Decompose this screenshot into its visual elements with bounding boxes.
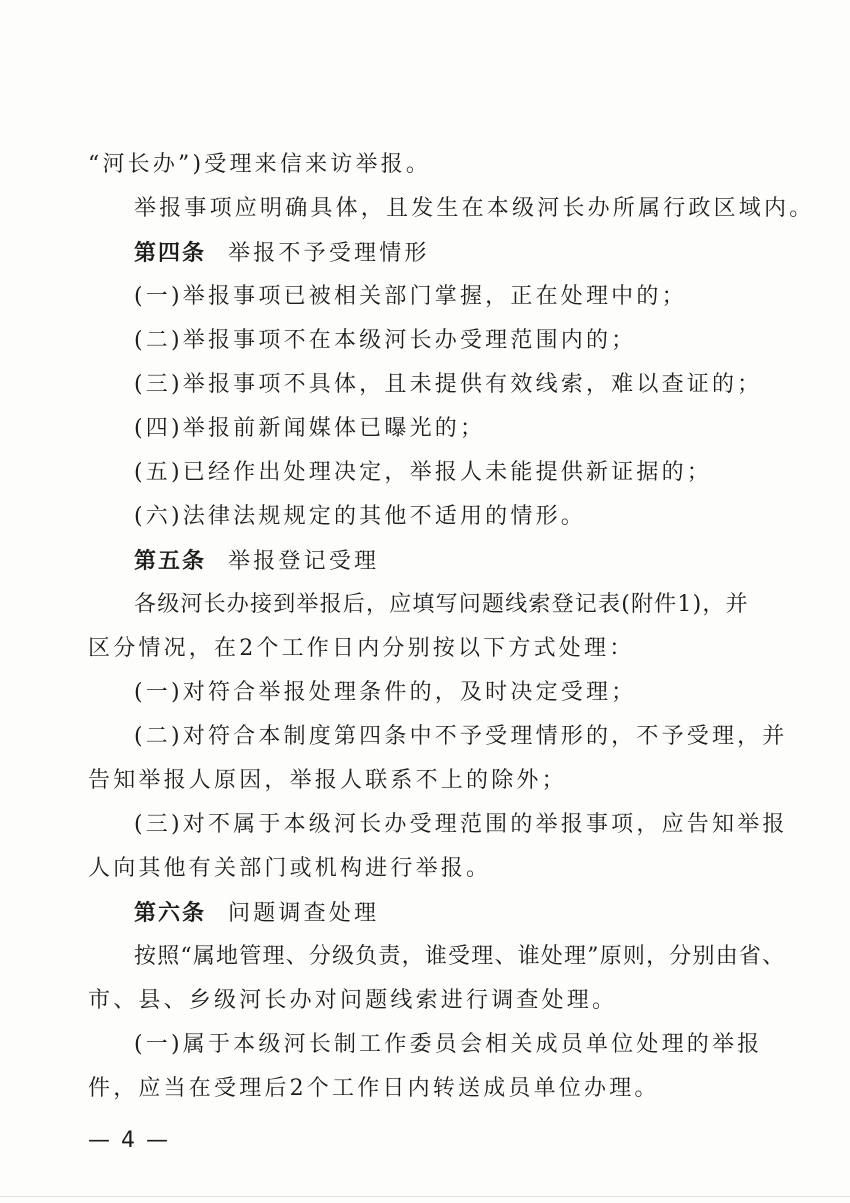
article-heading (134, 898, 379, 929)
paragraph-line: 件，应当在受理后2个工作日内转送成员单位办理。 (88, 1076, 660, 1101)
list-item: (一)属于本级河长制工作委员会相关成员单位处理的举报 (134, 1032, 763, 1057)
article-title: 举报登记受理 (228, 549, 380, 574)
list-item: (三)举报事项不具体，且未提供有效线索，难以查证的； (134, 372, 763, 397)
page-number: — 4 — (88, 1128, 170, 1153)
article-title: 举报不予受理情形 (228, 241, 430, 266)
paragraph-line: 区分情况，在2个工作日内分别按以下方式处理： (88, 636, 635, 661)
paragraph-line: 按照“属地管理、分级负责，谁受理、谁处理”原则，分别由省、 (134, 944, 786, 969)
article-title: 问题调查处理 (228, 901, 380, 926)
list-item: (三)对不属于本级河长办受理范围的举报事项，应告知举报 (134, 812, 788, 837)
paragraph-line: 人向其他有关部门或机构进行举报。 (88, 856, 492, 881)
article-number: 第五条 (134, 548, 207, 574)
list-item: (二)举报事项不在本级河长办受理范围内的； (134, 328, 637, 353)
paragraph-line: 告知举报人原因，举报人联系不上的除外； (88, 768, 567, 793)
page-edge-divider (0, 1196, 850, 1197)
paragraph-line: 市、县、乡级河长办对问题线索进行调查处理。 (88, 988, 618, 1013)
paragraph-line: 各级河长办接到举报后，应填写问题线索登记表(附件1)，并 (134, 592, 749, 617)
list-item: (一)举报事项已被相关部门掌握，正在处理中的； (134, 284, 687, 309)
paragraph-line: “河长办”)受理来信来访举报。 (88, 152, 432, 177)
list-item: (六)法律法规规定的其他不适用的情形。 (134, 504, 586, 529)
article-heading (134, 546, 379, 577)
list-item: (一)对符合举报处理条件的，及时决定受理； (134, 680, 637, 705)
list-item: (五)已经作出处理决定，举报人未能提供新证据的； (134, 460, 712, 485)
list-item: (二)对符合本制度第四条中不予受理情形的，不予受理，并 (134, 724, 788, 749)
article-number: 第六条 (134, 900, 207, 926)
paragraph-line: 举报事项应明确具体，且发生在本级河长办所属行政区域内。 (134, 196, 815, 221)
list-item: (四)举报前新闻媒体已曝光的； (134, 416, 486, 441)
article-number: 第四条 (134, 240, 207, 266)
article-heading (134, 238, 430, 269)
